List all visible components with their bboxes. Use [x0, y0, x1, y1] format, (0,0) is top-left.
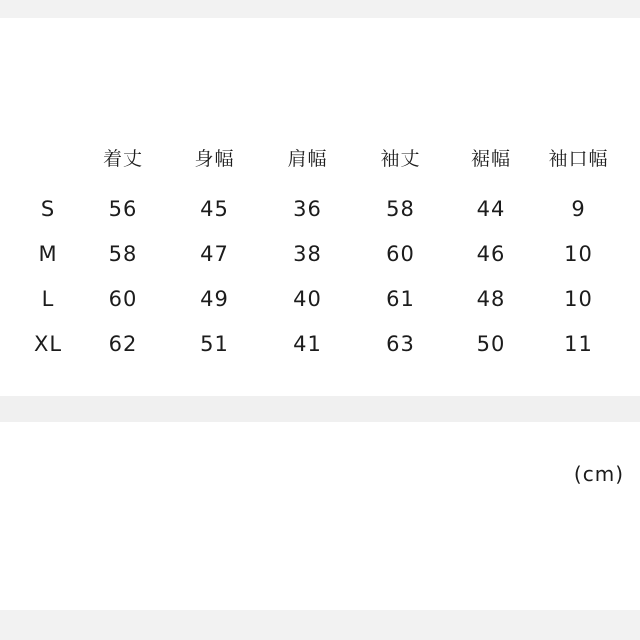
cell-m-sodeguchihaba: 10: [564, 241, 593, 266]
table-header: [18, 128, 622, 186]
cell-m-sodetake: 60: [386, 241, 415, 266]
table-corner-cell: [18, 128, 78, 186]
column-header-sodeguchihaba: 袖口幅: [548, 147, 609, 170]
middle-band: [0, 396, 640, 422]
table-row: [18, 231, 622, 276]
column-header-katahaba: 肩幅: [287, 147, 328, 170]
top-band: [0, 0, 640, 18]
column-header-susohaba: 裾幅: [470, 147, 511, 170]
column-header-sodetake: 袖丈: [380, 147, 421, 170]
cell-xl-kitake: 62: [108, 331, 138, 356]
row-label-s: S: [40, 196, 56, 221]
table-row: [18, 186, 622, 231]
cell-xl-susohaba: 50: [476, 331, 506, 356]
cell-s-katahaba: 36: [293, 196, 322, 221]
cell-l-kitake: 60: [108, 286, 138, 311]
cell-s-sodeguchihaba: 9: [571, 196, 586, 221]
cell-l-katahaba: 40: [293, 286, 322, 311]
column-header-kitake: 着丈: [102, 147, 143, 170]
row-label-xl: XL: [33, 331, 63, 356]
cell-s-kitake: 56: [108, 196, 138, 221]
table-body: [18, 186, 622, 366]
cell-m-katahaba: 38: [293, 241, 322, 266]
cell-s-sodetake: 58: [386, 196, 415, 221]
row-label-m: M: [38, 241, 58, 266]
size-table: [18, 128, 622, 366]
table-row: [18, 321, 622, 366]
table-row: [18, 276, 622, 321]
cell-l-susohaba: 48: [476, 286, 506, 311]
cell-xl-katahaba: 41: [293, 331, 322, 356]
row-label-l: L: [41, 286, 55, 311]
column-header-mihaba: 身幅: [194, 147, 235, 170]
cell-xl-mihaba: 51: [200, 331, 229, 356]
header-row: [18, 128, 622, 186]
unit-note: (cm): [573, 462, 624, 486]
cell-m-mihaba: 47: [200, 241, 229, 266]
cell-xl-sodetake: 63: [386, 331, 415, 356]
cell-xl-sodeguchihaba: 11: [564, 331, 593, 356]
cell-m-kitake: 58: [108, 241, 138, 266]
cell-l-sodeguchihaba: 10: [564, 286, 593, 311]
cell-s-susohaba: 44: [476, 196, 506, 221]
bottom-band: [0, 610, 640, 640]
cell-l-sodetake: 61: [386, 286, 415, 311]
cell-l-mihaba: 49: [200, 286, 229, 311]
cell-m-susohaba: 46: [476, 241, 506, 266]
cell-s-mihaba: 45: [200, 196, 229, 221]
